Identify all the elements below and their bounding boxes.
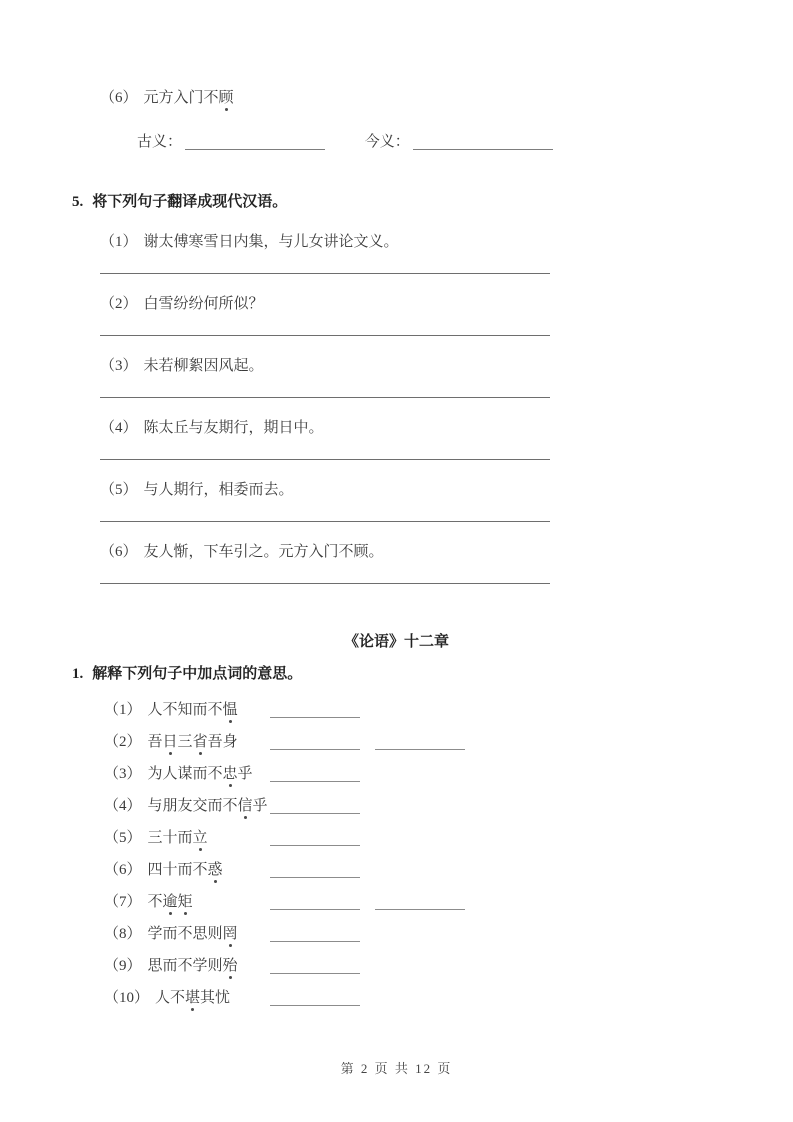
- translation-item: [0, 480, 793, 522]
- sentence-text: 友人惭，下车引之。元方入门不顾。: [143, 544, 384, 560]
- answer-blank: [185, 133, 325, 150]
- answer-blank: [270, 989, 360, 1006]
- answer-blank: [270, 957, 360, 974]
- translation-sentence: [100, 232, 793, 252]
- item-number: （1）: [104, 702, 142, 718]
- item-number: （6）: [100, 544, 138, 560]
- text-segment: 人不知而不: [147, 702, 223, 718]
- answer-blank: [270, 829, 360, 846]
- answer-line: [100, 273, 550, 274]
- answer-blank: [270, 797, 360, 814]
- translation-item: [0, 418, 793, 460]
- item-number: （4）: [104, 798, 142, 814]
- dotted-char: 顾: [218, 90, 234, 106]
- sentence-text: 白雪纷纷何所似？: [143, 296, 264, 312]
- word-meaning-item: [104, 860, 793, 880]
- answer-blank: [375, 733, 465, 750]
- answer-blank: [270, 893, 360, 910]
- text-segment: 三十而: [147, 830, 193, 846]
- word-item-label: [104, 764, 270, 784]
- ancient-meaning-label: 古义：: [137, 134, 183, 150]
- translation-sentence: [100, 356, 793, 376]
- text-segment: 三: [177, 734, 193, 750]
- item-number: （5）: [104, 830, 142, 846]
- item-number: （1）: [100, 234, 138, 250]
- item-number: （7）: [104, 894, 142, 910]
- word-item-label: [104, 892, 270, 912]
- answer-blank: [413, 133, 553, 150]
- text-segment: 乎: [252, 798, 268, 814]
- sentence-text: [144, 90, 234, 106]
- answer-blank: [270, 701, 360, 718]
- question-text: 将下列句子翻译成现代汉语。: [92, 194, 288, 210]
- question-5-heading: [72, 192, 793, 212]
- dotted-char: 日: [162, 734, 178, 750]
- translation-item: [0, 542, 793, 584]
- item-number: （2）: [104, 734, 142, 750]
- word-item-label: [104, 924, 270, 944]
- sentence-text: 陈太丘与友期行，期日中。: [143, 420, 324, 436]
- text-segment: 为人谋而不: [147, 766, 223, 782]
- text-segment: 吾: [147, 734, 163, 750]
- word-meaning-items: [104, 700, 793, 1008]
- dotted-char: 殆: [222, 958, 238, 974]
- translation-sentence: [100, 480, 793, 500]
- translation-sentence: [100, 294, 793, 314]
- word-meaning-item: [100, 88, 793, 108]
- item-number: （8）: [104, 926, 142, 942]
- word-item-label: [104, 828, 270, 848]
- text-segment: 思而不学则: [147, 958, 223, 974]
- translation-item: [0, 294, 793, 336]
- word-item-label: [104, 700, 270, 720]
- word-item-label: [104, 988, 270, 1008]
- question-number: 5.: [72, 194, 84, 210]
- text-segment: 四十而不: [147, 862, 208, 878]
- dotted-char: 矩: [177, 894, 193, 910]
- dotted-char: 省: [192, 734, 208, 750]
- section-title: 《论语》十二章: [343, 634, 449, 650]
- translation-items: [0, 232, 793, 584]
- item-number: （4）: [100, 420, 138, 436]
- answer-line: [100, 521, 550, 522]
- word-item-label: [104, 860, 270, 880]
- answer-line: [100, 335, 550, 336]
- answer-blank: [270, 925, 360, 942]
- answer-line: [100, 397, 550, 398]
- answer-blank: [375, 893, 465, 910]
- sentence-text: 未若柳絮因风起。: [143, 358, 264, 374]
- word-meaning-item: [104, 796, 793, 816]
- word-meaning-item: [104, 892, 793, 912]
- text-segment: 吾身: [207, 734, 238, 750]
- meaning-answer-row: [137, 132, 793, 152]
- text-segment: 其忧: [200, 990, 231, 1006]
- word-meaning-item: [104, 700, 793, 720]
- answer-blank: [270, 861, 360, 878]
- word-meaning-item: [104, 924, 793, 944]
- answer-line: [100, 459, 550, 460]
- item-number: （3）: [104, 766, 142, 782]
- text-segment: 与朋友交而不: [147, 798, 238, 814]
- question-text: 解释下列句子中加点词的意思。: [92, 666, 303, 682]
- answer-blank: [270, 733, 360, 750]
- translation-sentence: [100, 542, 793, 562]
- word-item-label: [104, 796, 270, 816]
- dotted-char: 立: [192, 830, 208, 846]
- translation-item: [0, 356, 793, 398]
- page-number-footer: 第 2 页 共 12 页: [340, 1061, 453, 1076]
- sentence-text: 与人期行，相委而去。: [143, 482, 294, 498]
- dotted-char: 惑: [207, 862, 223, 878]
- word-item-label: [104, 732, 270, 752]
- sentence-text: 谢太傅寒雪日内集，与儿女讲论文义。: [143, 234, 399, 250]
- text-segment: 人不: [155, 990, 186, 1006]
- word-meaning-item: [104, 764, 793, 784]
- word-meaning-item: [104, 828, 793, 848]
- modern-meaning-label: 今义：: [364, 134, 410, 150]
- answer-blank: [270, 765, 360, 782]
- word-meaning-item: [104, 956, 793, 976]
- question-number: 1.: [72, 666, 84, 682]
- word-meaning-item: [104, 988, 793, 1008]
- item-number: （2）: [100, 296, 138, 312]
- word-meaning-item: [104, 732, 793, 752]
- text-segment: 学而不思则: [147, 926, 223, 942]
- word-item-label: [104, 956, 270, 976]
- dotted-char: 逾: [162, 894, 178, 910]
- item-number: （10）: [104, 990, 150, 1006]
- question-1-heading: [72, 664, 793, 684]
- text-segment: 不: [147, 894, 163, 910]
- item-number: （9）: [104, 958, 142, 974]
- dotted-char: 忠: [222, 766, 238, 782]
- dotted-char: 堪: [185, 990, 201, 1006]
- dotted-char: 愠: [222, 702, 238, 718]
- item-number: （6）: [100, 90, 138, 106]
- text-segment: 元方入门不: [143, 90, 219, 106]
- translation-item: [0, 232, 793, 274]
- item-number: （6）: [104, 862, 142, 878]
- answer-line: [100, 583, 550, 584]
- dotted-char: 罔: [222, 926, 238, 942]
- item-number: （3）: [100, 358, 138, 374]
- dotted-char: 信: [237, 798, 253, 814]
- translation-sentence: [100, 418, 793, 438]
- item-number: （5）: [100, 482, 138, 498]
- text-segment: 乎: [237, 766, 253, 782]
